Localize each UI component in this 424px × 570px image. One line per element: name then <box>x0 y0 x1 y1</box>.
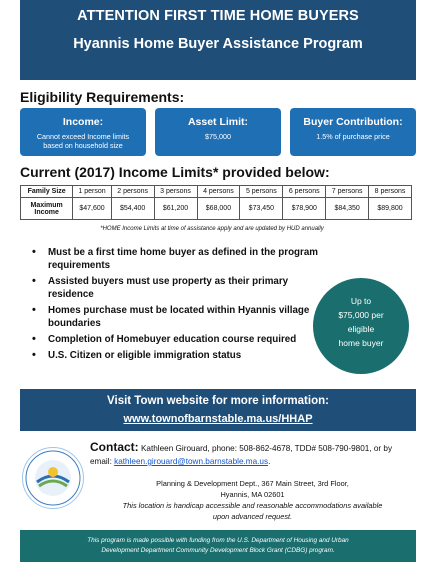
asset-limit-box <box>155 108 281 156</box>
contact-text-end: . <box>268 457 271 466</box>
list-item: • Homes purchase must be located within Hyannis village boundaries <box>30 304 330 330</box>
website-link[interactable]: www.townofbarnstable.ma.us/HHAP <box>123 413 313 425</box>
table-header-row <box>21 186 412 198</box>
badge-line4: home buyer <box>338 338 384 348</box>
income-box-desc-line2: based on household size <box>43 141 123 151</box>
max-income-label-line1: Maximum <box>30 201 63 209</box>
footer-line2: Development Department Community Development Block Grant (CDBG) program. <box>101 547 335 554</box>
contact-text: Kathleen Girouard, phone: 508-862-4678, TDD# 508-790-9801, or by email: <box>90 444 393 466</box>
contact-email-link[interactable]: kathleen.girouard@town.barnstable.ma.us <box>114 457 269 466</box>
list-item: • Completion of Homebuyer education course required <box>30 333 330 346</box>
header-banner <box>20 0 416 80</box>
assistance-amount-badge <box>313 278 409 374</box>
size-cell: 5 persons <box>240 186 283 198</box>
contact-info <box>90 441 415 468</box>
table-row <box>21 198 412 220</box>
accessibility-line1: This location is handicap accessible and reasonable accommodations available <box>122 501 383 510</box>
family-size-header: Family Size <box>21 186 73 198</box>
accessibility-line2: upon advanced request. <box>212 512 293 521</box>
visit-text: Visit Town website for more information: <box>107 395 329 407</box>
funding-footer <box>20 530 416 562</box>
income-cell: $68,000 <box>197 198 240 220</box>
list-item: • Must be a first time home buyer as defined in the program requirements <box>30 246 330 272</box>
asset-limit-value: $75,000 <box>205 132 231 141</box>
buyer-contribution-box <box>290 108 416 156</box>
buyer-contribution-title: Buyer Contribution: <box>303 116 403 128</box>
eligibility-title: Eligibility Requirements: <box>20 89 185 105</box>
asset-limit-title: Asset Limit: <box>187 116 249 128</box>
income-limits-note: *HOME Income Limits at time of assistance apply and are updated by HUD annually <box>100 226 324 232</box>
income-box-title: Income: <box>62 116 104 128</box>
size-cell: 8 persons <box>369 186 412 198</box>
income-cell: $61,200 <box>154 198 197 220</box>
address-line2: Hyannis, MA 02601 <box>220 490 285 499</box>
income-cell: $54,400 <box>111 198 154 220</box>
max-income-label <box>21 198 73 220</box>
income-cell: $73,450 <box>240 198 283 220</box>
size-cell: 4 persons <box>197 186 240 198</box>
income-box-desc-line1: Cannot exceed Income limits <box>36 132 130 141</box>
visit-website-banner <box>20 389 416 431</box>
income-cell: $78,900 <box>283 198 326 220</box>
income-cell: $89,800 <box>369 198 412 220</box>
size-cell: 3 persons <box>154 186 197 198</box>
size-cell: 2 persons <box>111 186 154 198</box>
program-title: Hyannis Home Buyer Assistance Program <box>73 36 363 52</box>
size-cell: 7 persons <box>326 186 369 198</box>
list-item: • U.S. Citizen or eligible immigration status <box>30 349 330 362</box>
header-title: ATTENTION FIRST TIME HOME BUYERS <box>77 8 359 24</box>
buyer-contribution-value: 1.5% of purchase price <box>316 132 390 141</box>
footer-line1: This program is made possible with funding from the U.S. Department of Housing and Urban <box>87 537 349 544</box>
income-limits-table <box>20 185 412 220</box>
contact-label: Contact: <box>90 440 139 454</box>
town-seal-logo-icon <box>23 448 83 508</box>
requirements-list <box>30 246 330 365</box>
address-line1: Planning & Development Dept., 367 Main Street, 3rd Floor, <box>156 479 349 488</box>
badge-line1: Up to <box>350 296 372 306</box>
income-cell: $47,600 <box>73 198 111 220</box>
income-box-desc <box>20 132 146 151</box>
address-block <box>90 478 415 522</box>
size-cell: 1 person <box>73 186 111 198</box>
income-cell: $84,350 <box>326 198 369 220</box>
size-cell: 6 persons <box>283 186 326 198</box>
badge-line3: eligible <box>347 324 375 334</box>
income-limits-title: Current (2017) Income Limits* provided below: <box>20 164 330 180</box>
list-item: • Assisted buyers must use property as their primary residence <box>30 275 330 301</box>
income-box <box>20 108 146 156</box>
max-income-label-line2: Income <box>34 208 59 216</box>
badge-line2: $75,000 per <box>338 310 384 320</box>
town-seal-logo <box>22 447 84 509</box>
